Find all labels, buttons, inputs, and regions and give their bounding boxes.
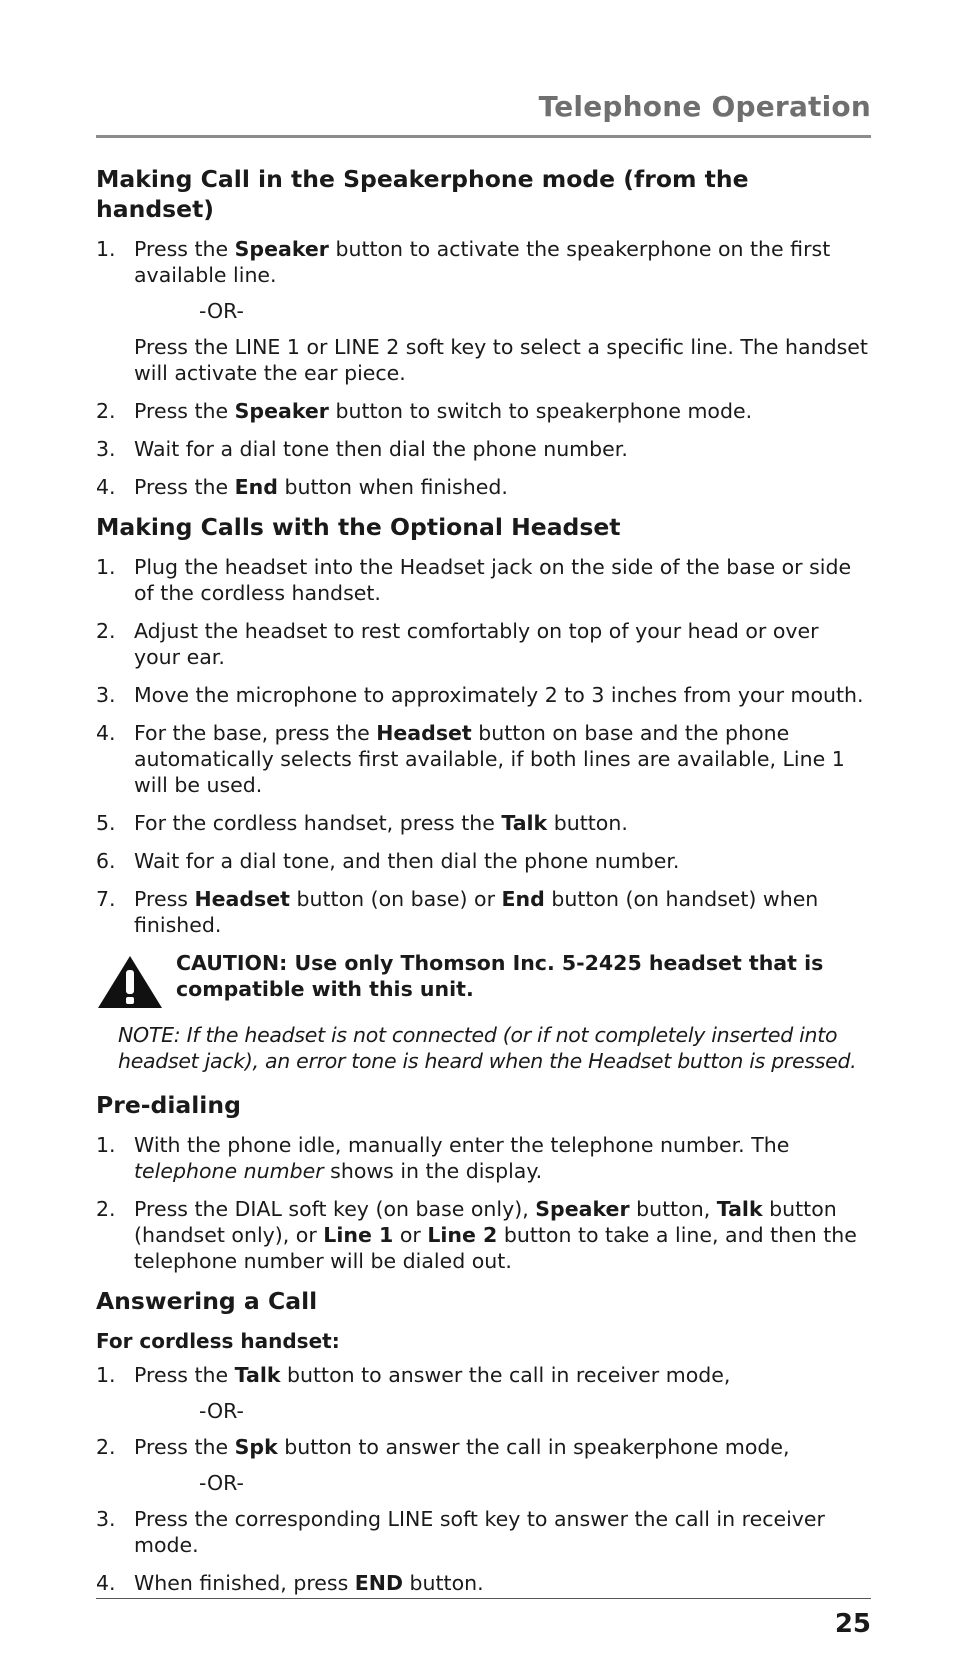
button-name: END: [354, 1571, 403, 1595]
button-name: Speaker: [535, 1197, 630, 1221]
step-number: 2.: [96, 1435, 116, 1459]
page-number: 25: [834, 1609, 871, 1639]
step-text: Plug the headset into the Headset jack on the side of the base or side of the cordless handset.: [134, 555, 852, 605]
button-name: Speaker: [234, 399, 329, 423]
list-item: [96, 682, 871, 708]
list-item: [96, 848, 871, 874]
button-name: Talk: [234, 1363, 281, 1387]
button-name: Headset: [194, 887, 290, 911]
step-number: 1.: [96, 1133, 116, 1157]
list-item: [96, 618, 871, 670]
step-text: Press the: [134, 1363, 235, 1387]
step-text: Press the: [134, 237, 235, 261]
step-text: shows in the display.: [323, 1159, 543, 1183]
list-item: [96, 436, 871, 462]
caution-text: CAUTION: Use only Thomson Inc. 5-2425 headset that is compatible with this unit.: [176, 951, 824, 1001]
button-name: End: [234, 475, 278, 499]
list-item: [96, 1362, 871, 1388]
step-continuation: Press the LINE 1 or LINE 2 soft key to select a specific line. The handset will activate the ear piece.: [134, 335, 868, 385]
button-name: Line 1: [323, 1223, 394, 1247]
step-number: 4.: [96, 475, 116, 499]
display-term: telephone number: [134, 1159, 324, 1183]
step-text: button to activate the speakerphone on the first available line.: [134, 237, 831, 287]
list-item: [96, 1570, 871, 1596]
step-text: button to answer the call in speakerphone mode,: [277, 1435, 790, 1459]
list-item: [96, 554, 871, 606]
button-name: Headset: [376, 721, 472, 745]
list-item: [96, 398, 871, 424]
step-number: 3.: [96, 437, 116, 461]
step-text: button to answer the call in receiver mode,: [280, 1363, 731, 1387]
button-name: Talk: [716, 1197, 763, 1221]
button-name: Talk: [501, 811, 548, 835]
step-number: 1.: [96, 555, 116, 579]
step-text: Adjust the headset to rest comfortably on top of your head or over your ear.: [134, 619, 819, 669]
step-text: Wait for a dial tone then dial the phone number.: [134, 437, 628, 461]
step-text: button to take a line, and then the telephone number will be dialed out.: [134, 1223, 857, 1273]
step-number: 4.: [96, 721, 116, 745]
step-text: For the cordless handset, press the: [134, 811, 502, 835]
headset-steps: [96, 554, 871, 938]
list-item: [96, 474, 871, 500]
heading-answering: Answering a Call: [96, 1287, 318, 1315]
step-text: button,: [629, 1197, 717, 1221]
step-number: 7.: [96, 887, 116, 911]
step-text: button.: [402, 1571, 484, 1595]
step-text: Press the DIAL soft key (on base only),: [134, 1197, 536, 1221]
or-separator: -OR-: [199, 1471, 244, 1495]
step-text: Press: [134, 887, 195, 911]
button-name: Line 2: [427, 1223, 498, 1247]
step-number: 6.: [96, 849, 116, 873]
caution-box: [96, 950, 871, 1008]
step-number: 2.: [96, 619, 116, 643]
button-name: Speaker: [234, 237, 329, 261]
step-number: 1.: [96, 237, 116, 261]
step-number: 1.: [96, 1363, 116, 1387]
page-content: [96, 164, 871, 1608]
step-text: button when finished.: [277, 475, 508, 499]
heading-predialing: Pre-dialing: [96, 1091, 241, 1119]
headset-note: NOTE: If the headset is not connected (or if not completely inserted into headset jack), an error tone is heard when the Headset button is pressed.: [118, 1023, 857, 1073]
step-text: Move the microphone to approximately 2 to 3 inches from your mouth.: [134, 683, 864, 707]
or-separator: -OR-: [199, 1399, 244, 1423]
step-text: button (on base) or: [289, 887, 502, 911]
heading-headset: Making Calls with the Optional Headset: [96, 513, 621, 541]
list-item: [96, 720, 871, 798]
step-text: or: [393, 1223, 428, 1247]
subheading-cordless-handset: For cordless handset:: [96, 1329, 340, 1353]
header-rule: [96, 135, 871, 138]
step-text: Press the: [134, 475, 235, 499]
list-item: [96, 810, 871, 836]
step-text: Wait for a dial tone, and then dial the phone number.: [134, 849, 680, 873]
predialing-steps: [96, 1132, 871, 1274]
list-item: [96, 1506, 871, 1558]
step-number: 5.: [96, 811, 116, 835]
or-separator: -OR-: [199, 299, 244, 323]
step-text: button (handset only), or: [134, 1197, 837, 1247]
list-item: [96, 1196, 871, 1274]
list-item: [96, 1434, 871, 1460]
step-text: button to switch to speakerphone mode.: [328, 399, 753, 423]
step-text: Press the: [134, 399, 235, 423]
running-head: Telephone Operation: [538, 90, 871, 123]
button-name: End: [501, 887, 545, 911]
answering-steps: [96, 1362, 871, 1596]
warning-icon: [96, 954, 164, 1010]
speakerphone-steps: [96, 236, 871, 500]
step-text: When finished, press: [134, 1571, 355, 1595]
step-text: button (on handset) when finished.: [134, 887, 819, 937]
step-number: 4.: [96, 1571, 116, 1595]
step-number: 3.: [96, 1507, 116, 1531]
button-name: Spk: [234, 1435, 278, 1459]
footer-rule: [96, 1598, 871, 1599]
heading-speakerphone: Making Call in the Speakerphone mode (from the handset): [96, 165, 749, 223]
step-number: 2.: [96, 1197, 116, 1221]
list-item: [96, 236, 871, 288]
step-text: With the phone idle, manually enter the telephone number. The: [134, 1133, 790, 1157]
list-item: [96, 886, 871, 938]
step-text: For the base, press the: [134, 721, 377, 745]
step-text: button on base and the phone automatically selects first available, if both lines are available, Line 1 will be used.: [134, 721, 845, 797]
step-text: Press the corresponding LINE soft key to answer the call in receiver mode.: [134, 1507, 825, 1557]
step-text: Press the: [134, 1435, 235, 1459]
list-item: [96, 1132, 871, 1184]
step-number: 2.: [96, 399, 116, 423]
step-text: button.: [547, 811, 628, 835]
step-number: 3.: [96, 683, 116, 707]
